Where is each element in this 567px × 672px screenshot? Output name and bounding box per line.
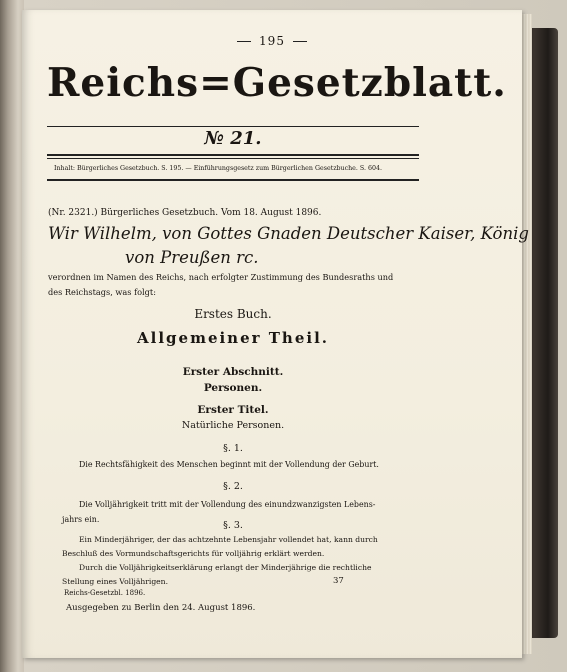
title-subheading: Natürliche Personen.	[181, 420, 285, 431]
paragraph-3-text: Ein Minderjähriger, der das achtzehnte Lebensjahr vollendet hat, kann durch	[79, 535, 378, 544]
paragraph-1-text: Die Rechtsfähigkeit des Menschen beginnt mit der Vollendung der Geburt.	[79, 460, 379, 469]
issue-date: Ausgegeben zu Berlin den 24. August 1896.	[66, 603, 256, 613]
contents-line: Inhalt: Bürgerliches Gesetzbuch. S. 195. — Einführungsgesetz zum Bürgerlichen Gesetzbuche. S. 604.	[54, 165, 383, 172]
masthead-title: Reichs=Gesetzblatt.	[47, 60, 507, 106]
issue-number: № 21.	[204, 128, 262, 149]
paragraph-2-text: Die Volljährigkeit tritt mit der Vollendung des einundzwanzigsten Lebens-	[79, 500, 376, 509]
paragraph-3-text-cont2: Durch die Volljährigkeitserklärung erlangt der Minderjährige die rechtliche	[79, 563, 372, 572]
rule-mid-thin	[47, 158, 419, 159]
section-subtitle: Personen.	[203, 382, 263, 394]
preamble-text-cont: des Reichstags, was folgt:	[48, 287, 156, 297]
section-title: Erster Abschnitt.	[182, 366, 284, 378]
page-number: 195	[259, 34, 285, 48]
rule-bottom	[47, 179, 419, 181]
document-page	[22, 10, 529, 658]
preamble-text: verordnen im Namen des Reichs, nach erfolgter Zustimmung des Bundesraths und	[48, 272, 394, 282]
book-title: Erstes Buch.	[194, 307, 272, 321]
rule-top	[47, 126, 419, 127]
preamble-heading: Wir Wilhelm, von Gottes Gnaden Deutscher Kaiser, König	[48, 224, 529, 243]
preamble-heading-cont: von Preußen rc.	[125, 248, 259, 267]
page-number-line	[22, 34, 522, 48]
part-title: Allgemeiner Theil.	[137, 329, 329, 347]
dash-left	[237, 41, 251, 42]
paragraph-1-heading: §. 1.	[223, 443, 243, 454]
paragraph-3-text-cont3: Stellung eines Volljährigen.	[62, 577, 168, 586]
title-heading: Erster Titel.	[197, 404, 269, 416]
left-page-edge	[0, 0, 24, 672]
paragraph-2-text-cont: jahrs ein.	[62, 515, 100, 524]
law-reference: (Nr. 2321.) Bürgerliches Gesetzbuch. Vom 18. August 1896.	[48, 208, 322, 218]
book-cover-edge	[528, 28, 558, 638]
dash-right	[293, 41, 307, 42]
footer-signature: 37	[333, 576, 344, 586]
paragraph-2-heading: §. 2.	[223, 481, 243, 492]
footer-left: Reichs-Gesetzbl. 1896.	[64, 589, 146, 597]
paragraph-3-heading: §. 3.	[223, 520, 243, 531]
rule-mid-thick	[47, 154, 419, 156]
paragraph-3-text-cont: Beschluß des Vormundschaftsgerichts für volljährig erklärt werden.	[62, 549, 325, 558]
